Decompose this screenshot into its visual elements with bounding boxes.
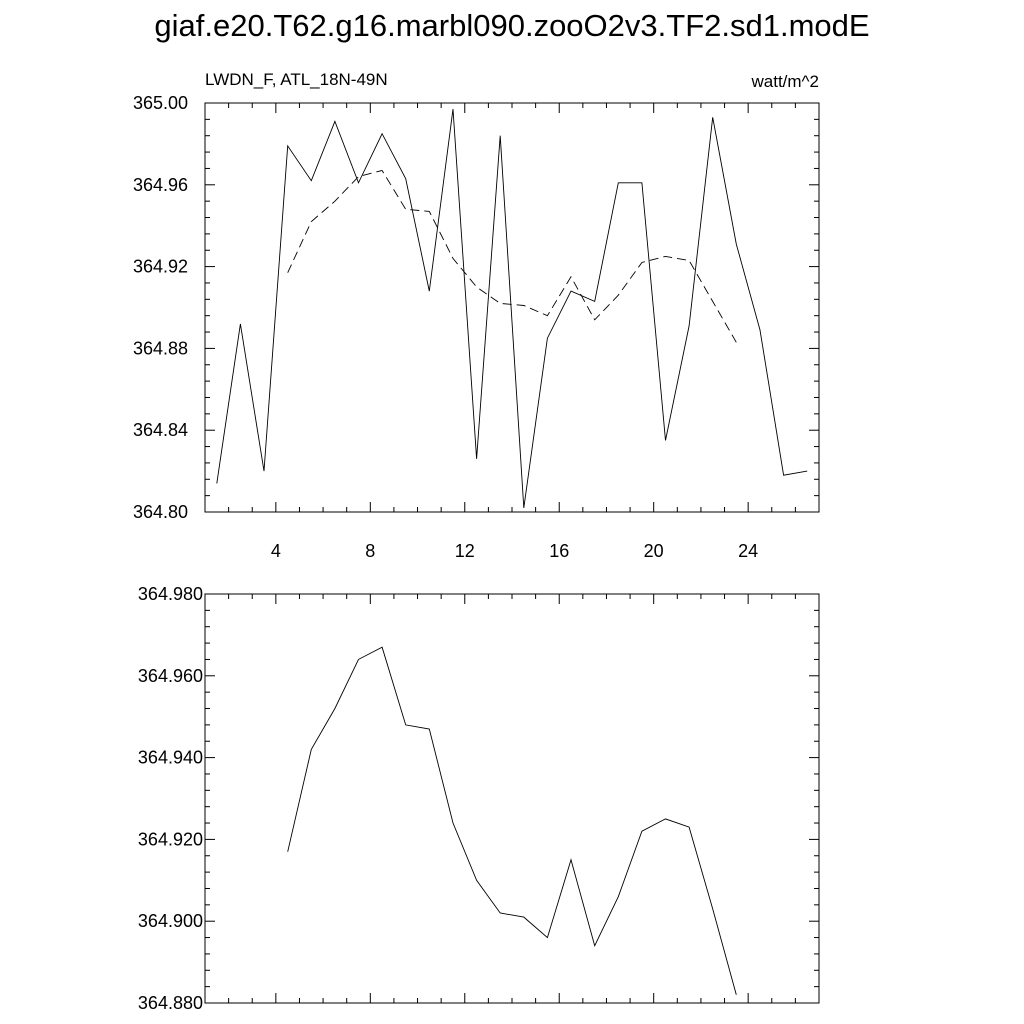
x-tick-label: 20 bbox=[643, 541, 664, 561]
panel-left-label: LWDN_F, ATL_18N-49N bbox=[205, 70, 388, 89]
y-tick-label: 364.940 bbox=[137, 747, 203, 768]
y-tick-label: 364.96 bbox=[132, 174, 188, 195]
y-tick-label: 364.80 bbox=[132, 502, 188, 522]
plot-panel-1 bbox=[133, 70, 819, 561]
y-tick-label: 364.980 bbox=[137, 584, 203, 604]
y-tick-label: 364.92 bbox=[132, 256, 188, 277]
series-line-solid bbox=[217, 109, 807, 508]
y-tick-label: 364.960 bbox=[137, 665, 203, 686]
x-tick-label: 16 bbox=[549, 541, 570, 561]
y-tick-label: 364.84 bbox=[132, 420, 188, 441]
y-tick-label: 364.88 bbox=[132, 338, 188, 359]
panel-units-label: watt/m^2 bbox=[751, 72, 819, 91]
x-tick-label: 8 bbox=[365, 541, 376, 561]
chart-title: giaf.e20.T62.g16.marbl090.zooO2v3.TF2.sd1.modE bbox=[154, 8, 870, 43]
plot-frame bbox=[205, 594, 819, 1003]
plot-frame bbox=[205, 103, 819, 512]
y-tick-label: 364.920 bbox=[137, 829, 203, 850]
y-tick-label: 365.00 bbox=[132, 93, 188, 113]
plot-panel-2 bbox=[138, 584, 819, 1013]
x-tick-label: 12 bbox=[454, 541, 475, 561]
series-line-solid bbox=[288, 647, 737, 995]
x-tick-label: 4 bbox=[270, 541, 281, 561]
y-tick-label: 364.880 bbox=[137, 993, 203, 1013]
x-tick-label: 24 bbox=[738, 541, 759, 561]
y-tick-label: 364.900 bbox=[137, 911, 203, 932]
